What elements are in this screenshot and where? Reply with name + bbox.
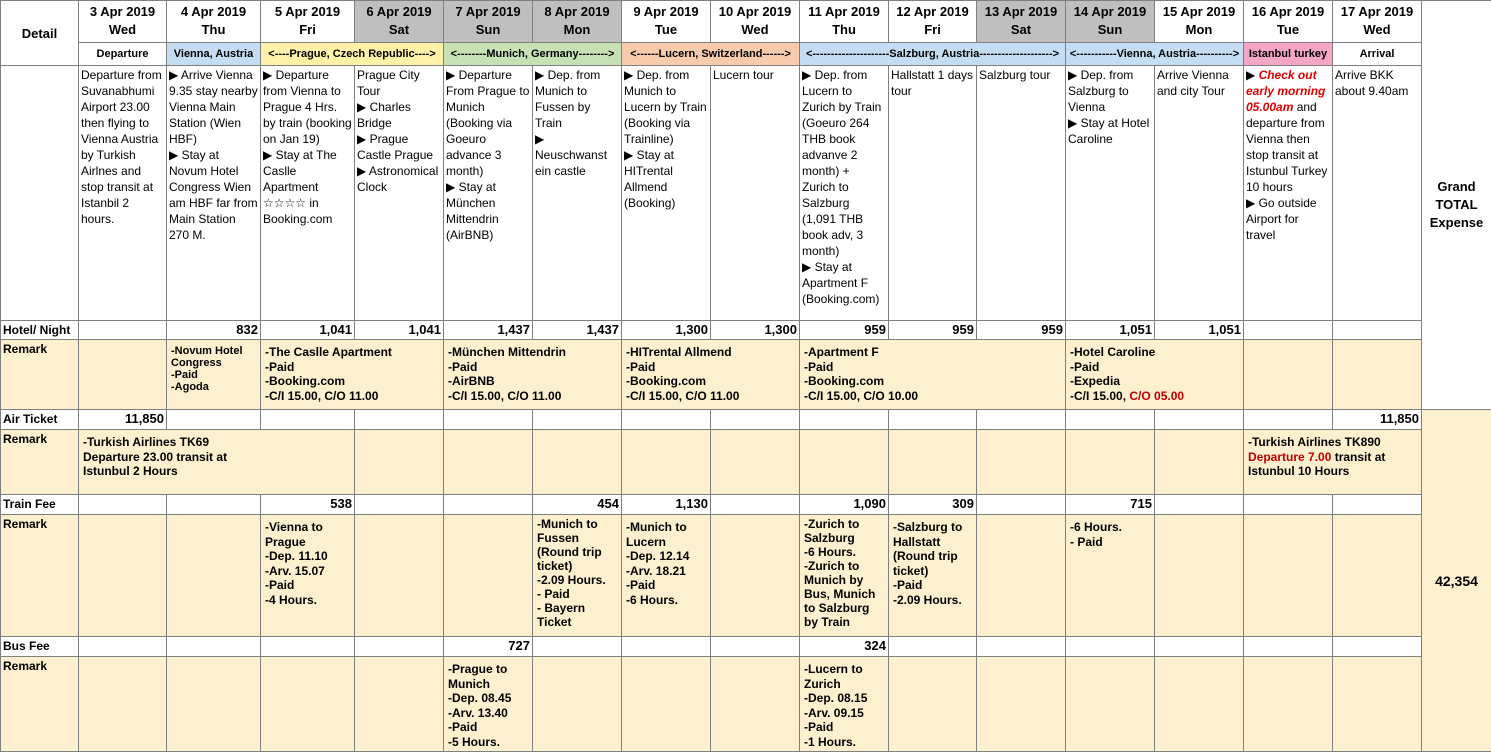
train-remark-d11: -Zurich to Salzburg -6 Hours. -Zurich to Munich by Bus, Munich to Salzburg by Train xyxy=(800,515,889,637)
train-remark-empty xyxy=(1155,515,1244,637)
remark-text: transit at Istunbul 10 Hours xyxy=(1248,449,1386,478)
plan-item: ▶ Prague Castle Prague xyxy=(357,132,434,162)
bus-empty xyxy=(711,637,800,657)
plan-day-5 xyxy=(261,66,355,321)
plan-item: ▶ Arrive Vienna 9.35 stay nearby Vienna Main Station (Wien HBF) xyxy=(169,68,258,146)
plan-item: Prague City Tour xyxy=(357,68,420,98)
plan-item: ▶ Astronomical Clock xyxy=(357,164,439,194)
bus-remark-d7: -Prague to Munich -Dep. 08.45 -Arv. 13.40 -Paid -5 Hours. xyxy=(444,657,533,752)
air-remark-empty xyxy=(1066,430,1155,495)
date: 4 Apr 2019 xyxy=(180,4,247,19)
plan-item: ▶ Go outside Airport for travel xyxy=(1246,196,1317,242)
day-header-11 xyxy=(800,1,889,43)
plan-day-11 xyxy=(800,66,889,321)
hotel-d10: 1,300 xyxy=(711,321,800,340)
dow: Sun xyxy=(475,22,501,37)
location-arrival: Arrival xyxy=(1333,43,1422,66)
plan-day-13: Salzburg tour xyxy=(977,66,1066,321)
air-label: Air Ticket xyxy=(1,410,79,430)
checkout-time-warning: C/O 05.00 xyxy=(1129,388,1185,403)
air-d3: 11,850 xyxy=(79,410,167,430)
train-row xyxy=(1,495,1491,515)
hotel-d15: 1,051 xyxy=(1155,321,1244,340)
air-remark-label: Remark xyxy=(1,430,79,495)
bus-empty xyxy=(261,637,355,657)
train-empty xyxy=(355,495,444,515)
air-empty xyxy=(1155,410,1244,430)
air-remark-empty xyxy=(622,430,711,495)
day-header-4 xyxy=(167,1,261,43)
hotel-remark-lucern: -HITrental Allmend -Paid -Booking.com -C/I 15.00, C/O 11.00 xyxy=(622,340,800,410)
air-empty xyxy=(1244,410,1333,430)
train-remark-d9: -Munich to Lucern -Dep. 12.14 -Arv. 18.21 -Paid -6 Hours. xyxy=(622,515,711,637)
plan-day-7 xyxy=(444,66,533,321)
dow: Sat xyxy=(1010,22,1032,37)
day-header-8 xyxy=(533,1,622,43)
train-remark-empty xyxy=(355,515,444,637)
day-header-17 xyxy=(1333,1,1422,43)
dow: Wed xyxy=(1363,22,1391,37)
plan-item: ▶ Neuschwanst ein castle xyxy=(535,132,608,178)
train-d14: 715 xyxy=(1066,495,1155,515)
train-remark-row xyxy=(1,515,1491,637)
plan-day-16 xyxy=(1244,66,1333,321)
hotel-remark-munich: -München Mittendrin -Paid -AirBNB -C/I 15.00, C/O 11.00 xyxy=(444,340,622,410)
air-empty xyxy=(355,410,444,430)
hotel-d16 xyxy=(1244,321,1333,340)
train-d12: 309 xyxy=(889,495,977,515)
dow: Mon xyxy=(563,22,591,37)
day-header-9 xyxy=(622,1,711,43)
plan-item: ▶ Stay at HITrental Allmend (Booking) xyxy=(624,148,676,210)
bus-empty xyxy=(977,637,1066,657)
bus-remark-empty xyxy=(977,657,1066,752)
plan-item: ▶ Stay at Hotel Caroline xyxy=(1068,116,1150,146)
plan-item: ▶ Dep. from Munich to Lucern by Train (Booking via Trainline) xyxy=(624,68,707,146)
bus-remark-label: Remark xyxy=(1,657,79,752)
plan-day-6 xyxy=(355,66,444,321)
hotel-remark-d16 xyxy=(1244,340,1333,410)
bus-remark-empty xyxy=(79,657,167,752)
bus-empty xyxy=(622,637,711,657)
date: 5 Apr 2019 xyxy=(274,4,341,19)
hotel-d14: 1,051 xyxy=(1066,321,1155,340)
plan-day-17: Arrive BKK about 9.40am xyxy=(1333,66,1422,321)
train-remark-d8: -Munich to Fussen (Round trip ticket) -2.09 Hours. - Paid - Bayern Ticket xyxy=(533,515,622,637)
air-remark-empty xyxy=(889,430,977,495)
air-empty xyxy=(444,410,533,430)
remark-text: -Hotel Caroline -Paid -Expedia -C/I 15.00, xyxy=(1070,345,1156,403)
date: 9 Apr 2019 xyxy=(633,4,699,19)
train-remark-d12: -Salzburg to Hallstatt (Round trip ticket) -Paid -2.09 Hours. xyxy=(889,515,977,637)
train-remark-empty xyxy=(444,515,533,637)
bus-empty xyxy=(1066,637,1155,657)
dow: Mon xyxy=(1185,22,1213,37)
train-empty xyxy=(444,495,533,515)
bus-remark-empty xyxy=(261,657,355,752)
train-remark-label: Remark xyxy=(1,515,79,637)
hotel-remark-d3 xyxy=(79,340,167,410)
day-header-7 xyxy=(444,1,533,43)
plan-item: ▶ Stay at Novum Hotel Congress Wien am HBF far from Main Station 270 M. xyxy=(169,148,258,242)
air-remark-empty xyxy=(1155,430,1244,495)
location-munich: <--------Munich, Germany--------> xyxy=(444,43,622,66)
bus-row xyxy=(1,637,1491,657)
hotel-remark-vienna: -Novum Hotel Congress -Paid -Agoda xyxy=(167,340,261,410)
hotel-d7: 1,437 xyxy=(444,321,533,340)
day-header-13 xyxy=(977,1,1066,43)
train-empty xyxy=(1244,495,1333,515)
hotel-d6: 1,041 xyxy=(355,321,444,340)
air-empty xyxy=(622,410,711,430)
location-istanbul: Istanbul turkey xyxy=(1244,43,1333,66)
bus-d11: 324 xyxy=(800,637,889,657)
day-header-15 xyxy=(1155,1,1244,43)
date: 7 Apr 2019 xyxy=(455,4,521,19)
train-d5: 538 xyxy=(261,495,355,515)
day-header-10 xyxy=(711,1,800,43)
bus-label: Bus Fee xyxy=(1,637,79,657)
date: 15 Apr 2019 xyxy=(1162,4,1236,19)
hotel-d11: 959 xyxy=(800,321,889,340)
train-d11: 1,090 xyxy=(800,495,889,515)
date: 6 Apr 2019 xyxy=(366,4,432,19)
bus-remark-empty xyxy=(1244,657,1333,752)
air-remark-row xyxy=(1,430,1491,495)
plan-day-4 xyxy=(167,66,261,321)
date: 17 Apr 2019 xyxy=(1340,4,1414,19)
train-empty xyxy=(1333,495,1422,515)
hotel-remark-label: Remark xyxy=(1,340,79,410)
plan-day-14 xyxy=(1066,66,1155,321)
bus-remark-empty xyxy=(167,657,261,752)
hotel-label: Hotel/ Night xyxy=(1,321,79,340)
hotel-d9: 1,300 xyxy=(622,321,711,340)
air-empty xyxy=(167,410,261,430)
hotel-remark-row xyxy=(1,340,1491,410)
air-row xyxy=(1,410,1491,430)
bus-remark-empty xyxy=(1333,657,1422,752)
bus-empty xyxy=(533,637,622,657)
grand-total-value: 42,354 xyxy=(1422,410,1491,752)
air-remark-empty xyxy=(444,430,533,495)
air-remark-empty xyxy=(711,430,800,495)
location-salzburg: <---------------------Salzburg, Austria--------------------> xyxy=(800,43,1066,66)
location-vienna-2: <-----------Vienna, Austria----------> xyxy=(1066,43,1244,66)
hotel-d5: 1,041 xyxy=(261,321,355,340)
air-d17: 11,850 xyxy=(1333,410,1422,430)
train-d9: 1,130 xyxy=(622,495,711,515)
bus-remark-empty xyxy=(1155,657,1244,752)
train-empty xyxy=(977,495,1066,515)
train-remark-empty xyxy=(1244,515,1333,637)
air-empty xyxy=(261,410,355,430)
hotel-d13: 959 xyxy=(977,321,1066,340)
bus-empty xyxy=(1155,637,1244,657)
location-row xyxy=(1,43,1491,66)
air-empty xyxy=(1066,410,1155,430)
date: 14 Apr 2019 xyxy=(1073,4,1147,19)
hotel-remark-d17 xyxy=(1333,340,1422,410)
bus-remark-d11: -Lucern to Zurich -Dep. 08.15 -Arv. 09.15 -Paid -1 Hours. xyxy=(800,657,889,752)
bus-remark-empty xyxy=(622,657,711,752)
plan-day-12: Hallstatt 1 days tour xyxy=(889,66,977,321)
day-header-12 xyxy=(889,1,977,43)
dow: Tue xyxy=(1276,22,1300,37)
plan-day-15: Arrive Vienna and city Tour xyxy=(1155,66,1244,321)
bus-empty xyxy=(889,637,977,657)
dow: Wed xyxy=(108,22,137,37)
plan-row xyxy=(1,66,1491,321)
plan-day-9 xyxy=(622,66,711,321)
plan-text: and departure from Vienna then stop transit at Istunbul Turkey 10 hours xyxy=(1246,100,1328,194)
air-empty xyxy=(711,410,800,430)
train-remark-d5: -Vienna to Prague -Dep. 11.10 -Arv. 15.07 -Paid -4 Hours. xyxy=(261,515,355,637)
day-header-6 xyxy=(355,1,444,43)
detail-header: Detail xyxy=(1,1,79,66)
dow: Thu xyxy=(832,22,856,37)
bus-d7: 727 xyxy=(444,637,533,657)
train-remark-empty xyxy=(79,515,167,637)
bus-empty xyxy=(355,637,444,657)
dow: Wed xyxy=(741,22,769,37)
dow: Tue xyxy=(654,22,678,37)
date: 8 Apr 2019 xyxy=(544,4,610,19)
bus-remark-empty xyxy=(889,657,977,752)
date: 10 Apr 2019 xyxy=(718,4,792,19)
plan-item: ▶ Charles Bridge xyxy=(357,100,411,130)
train-remark-d14: -6 Hours. - Paid xyxy=(1066,515,1155,637)
plan-item: ▶ Dep. from Salzburg to Vienna xyxy=(1068,68,1134,114)
bus-empty xyxy=(79,637,167,657)
bus-remark-empty xyxy=(533,657,622,752)
location-prague: <----Prague, Czech Republic----> xyxy=(261,43,444,66)
plan-day-3: Departure from Suvanabhumi Airport 23.00 then flying to Vienna Austria by Turkish Airlnes and stop transit at Istanbil 2 hours. xyxy=(79,66,167,321)
air-remark-empty xyxy=(800,430,889,495)
bus-empty xyxy=(1244,637,1333,657)
departure-warning: Departure 7.00 xyxy=(1248,449,1332,464)
air-remark-return xyxy=(1244,430,1422,495)
dow: Thu xyxy=(201,22,226,37)
bus-remark-row xyxy=(1,657,1491,752)
air-empty xyxy=(977,410,1066,430)
train-empty xyxy=(79,495,167,515)
location-lucern: <------Lucern, Switzerland------> xyxy=(622,43,800,66)
hotel-remark-salzburg: -Apartment F -Paid -Booking.com -C/I 15.00, C/O 10.00 xyxy=(800,340,1066,410)
plan-label xyxy=(1,66,79,321)
train-remark-empty xyxy=(977,515,1066,637)
hotel-d4: 832 xyxy=(167,321,261,340)
plan-item: ▶ Stay at München Mittendrin (AirBNB) xyxy=(446,180,499,242)
bus-remark-empty xyxy=(355,657,444,752)
date: 16 Apr 2019 xyxy=(1251,4,1325,19)
date: 12 Apr 2019 xyxy=(896,4,969,19)
hotel-d12: 959 xyxy=(889,321,977,340)
date: 11 Apr 2019 xyxy=(808,4,880,19)
train-empty xyxy=(167,495,261,515)
day-header-5 xyxy=(261,1,355,43)
grand-total-label: Grand TOTAL Expense xyxy=(1422,1,1491,410)
hotel-d17 xyxy=(1333,321,1422,340)
location-vienna: Vienna, Austria xyxy=(167,43,261,66)
air-remark-empty xyxy=(355,430,444,495)
date: 3 Apr 2019 xyxy=(89,4,156,19)
train-remark-empty xyxy=(1333,515,1422,637)
plan-item xyxy=(1246,67,1330,195)
remark-text: -Turkish Airlines TK890 xyxy=(1248,435,1381,449)
air-empty xyxy=(889,410,977,430)
plan-item: ▶ Dep. from Munich to Fussen by Train xyxy=(535,68,601,130)
plan-item: ▶ Stay at The Caslle Apartment ☆☆☆☆ in Booking.com xyxy=(263,148,337,226)
air-remark-outbound: -Turkish Airlines TK69 Departure 23.00 transit at Istunbul 2 Hours xyxy=(79,430,355,495)
location-departure: Departure xyxy=(79,43,167,66)
bus-remark-empty xyxy=(1066,657,1155,752)
train-d8: 454 xyxy=(533,495,622,515)
bus-remark-empty xyxy=(711,657,800,752)
air-empty xyxy=(533,410,622,430)
train-label: Train Fee xyxy=(1,495,79,515)
hotel-remark-caroline xyxy=(1066,340,1244,410)
checkout-warning: Check out early morning 05.00am xyxy=(1246,68,1326,114)
hotel-d3 xyxy=(79,321,167,340)
train-remark-empty xyxy=(711,515,800,637)
dow: Sun xyxy=(1097,22,1123,37)
dow: Fri xyxy=(299,22,316,37)
train-empty xyxy=(1155,495,1244,515)
dow: Fri xyxy=(924,22,941,37)
plan-day-10: Lucern tour xyxy=(711,66,800,321)
air-remark-empty xyxy=(533,430,622,495)
day-header-16 xyxy=(1244,1,1333,43)
day-header-14 xyxy=(1066,1,1155,43)
date-header-row xyxy=(1,1,1491,43)
bullet: ▶ xyxy=(1246,68,1259,82)
dow: Sat xyxy=(388,22,410,37)
day-header-3 xyxy=(79,1,167,43)
plan-day-8 xyxy=(533,66,622,321)
plan-item: ▶ Stay at Apartment F (Booking.com) xyxy=(802,260,880,306)
bus-empty xyxy=(1333,637,1422,657)
air-remark-empty xyxy=(977,430,1066,495)
air-empty xyxy=(800,410,889,430)
hotel-remark-prague: -The Caslle Apartment -Paid -Booking.com -C/I 15.00, C/O 11.00 xyxy=(261,340,444,410)
bus-empty xyxy=(167,637,261,657)
plan-item: ▶ Dep. from Lucern to Zurich by Train (Goeuro 264 THB book advanve 2 month) + Zurich to Salzburg (1,091 THB book adv, 3 month) xyxy=(802,68,882,258)
hotel-row xyxy=(1,321,1491,340)
hotel-d8: 1,437 xyxy=(533,321,622,340)
plan-item: ▶ Departure from Vienna to Prague 4 Hrs. by train (booking on Jan 19) xyxy=(263,68,352,146)
date: 13 Apr 2019 xyxy=(984,4,1058,19)
plan-item: ▶ Departure From Prague to Munich (Booking via Goeuro advance 3 month) xyxy=(446,68,530,178)
train-empty xyxy=(711,495,800,515)
train-remark-empty xyxy=(167,515,261,637)
